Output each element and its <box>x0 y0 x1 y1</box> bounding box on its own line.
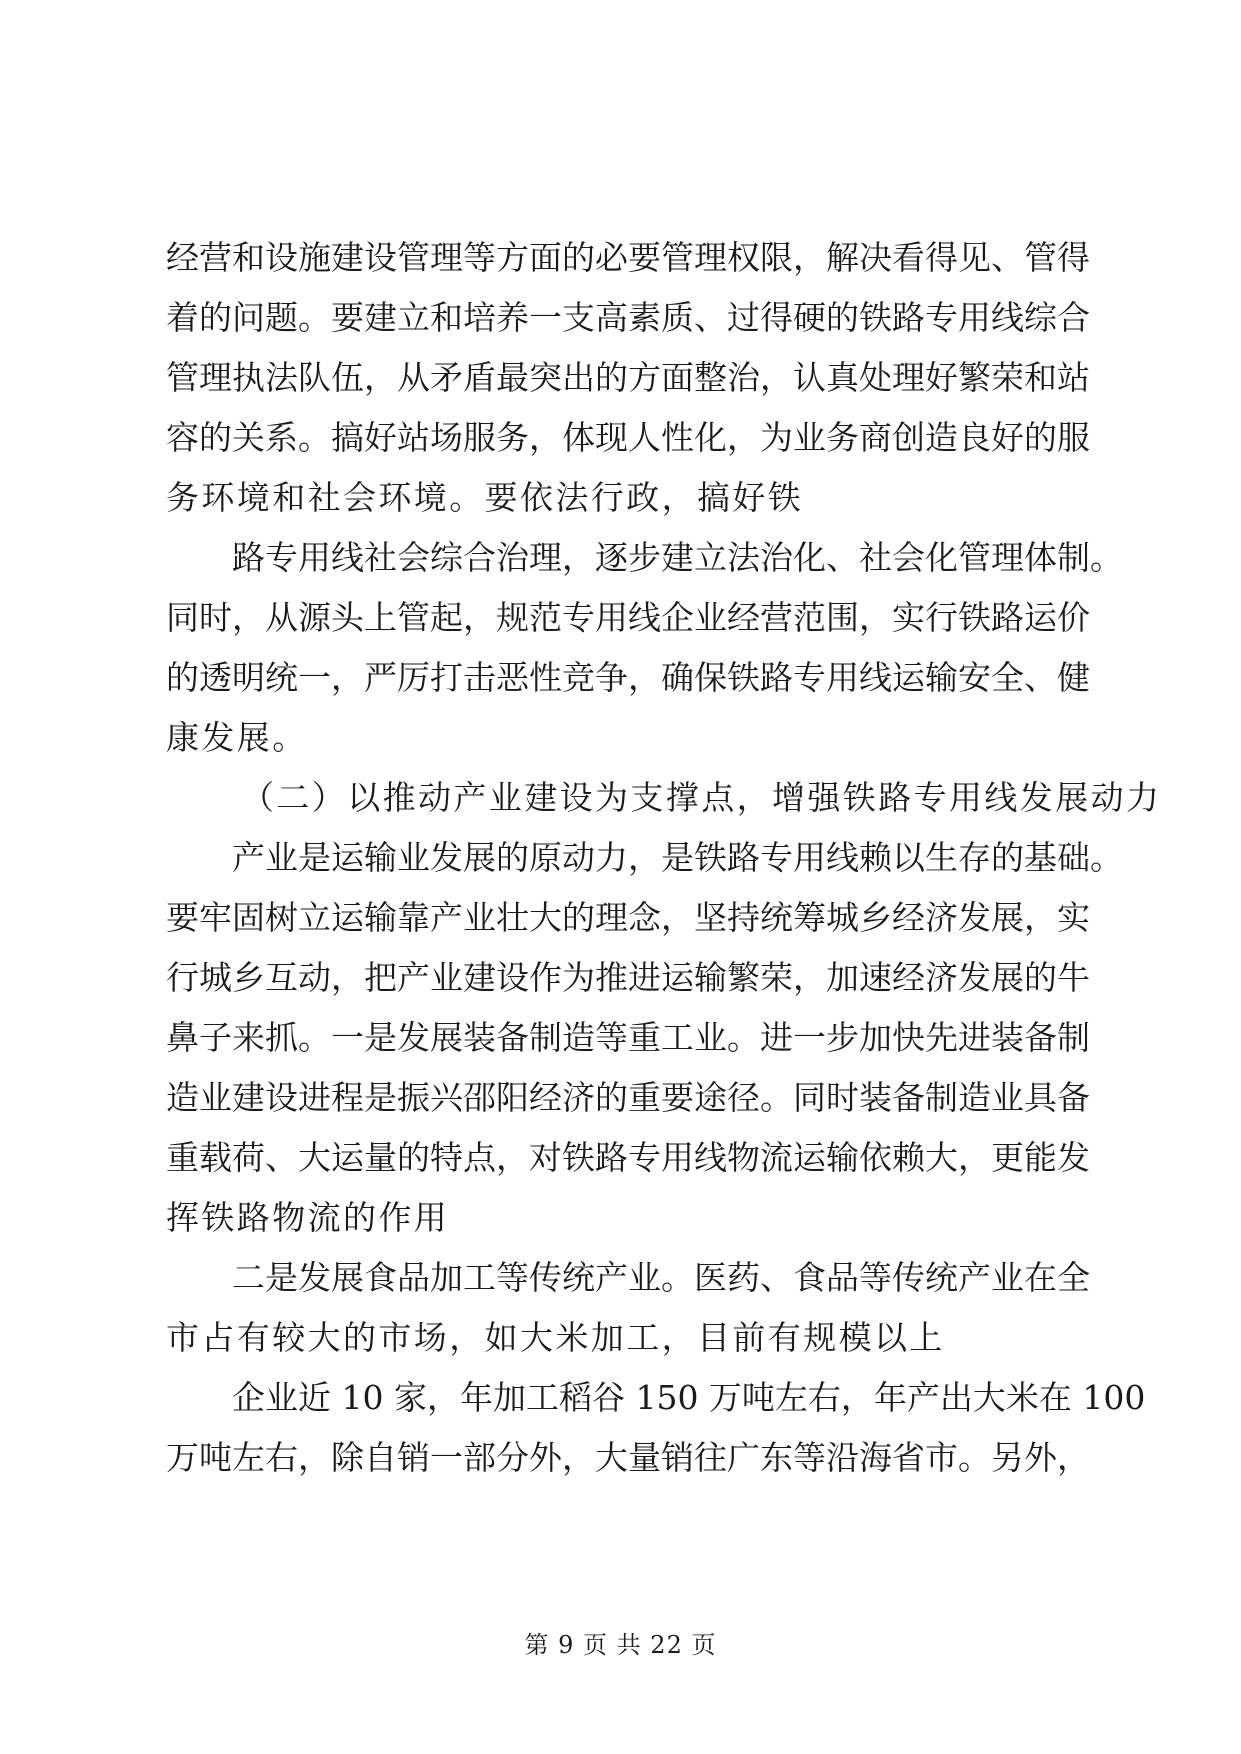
text-line: 管理执法队伍，从矛盾最突出的方面整治，认真处理好繁荣和站 <box>166 358 1090 397</box>
text-line: 鼻子来抓。一是发展装备制造等重工业。进一步加快先进装备制 <box>166 1018 1090 1057</box>
section-heading: （二）以推动产业建设为支撑点，增强铁路专用线发展动力 <box>241 778 1162 817</box>
text-line: 企业近 10 家，年加工稻谷 150 万吨左右，年产出大米在 100 <box>232 1378 1146 1417</box>
text-line: 路专用线社会综合治理，逐步建立法治化、社会化管理体制。 <box>232 538 1123 577</box>
text-line: 的透明统一，严厉打击恶性竞争，确保铁路专用线运输安全、健 <box>166 658 1090 697</box>
text-line: 务环境和社会环境。要依法行政，搞好铁 <box>166 478 804 517</box>
text-line: 造业建设进程是振兴邵阳经济的重要途径。同时装备制造业具备 <box>166 1078 1090 1117</box>
text-line: 挥铁路物流的作用 <box>166 1198 450 1237</box>
page-number-footer: 第 9 页 共 22 页 <box>524 1631 717 1659</box>
body-text <box>166 228 1162 1488</box>
text-line: 产业是运输业发展的原动力，是铁路专用线赖以生存的基础。 <box>232 838 1123 877</box>
text-line: 万吨左右，除自销一部分外，大量销往广东等沿海省市。另外， <box>166 1438 1090 1477</box>
text-line: 康发展。 <box>166 718 308 757</box>
text-line: 同时，从源头上管起，规范专用线企业经营范围，实行铁路运价 <box>166 598 1090 637</box>
text-line: 要牢固树立运输靠产业壮大的理念，坚持统筹城乡经济发展，实 <box>166 898 1090 937</box>
text-line: 行城乡互动，把产业建设作为推进运输繁荣，加速经济发展的牛 <box>166 958 1090 997</box>
text-line: 市占有较大的市场，如大米加工，目前有规模以上 <box>166 1318 945 1357</box>
text-line: 经营和设施建设管理等方面的必要管理权限，解决看得见、管得 <box>166 238 1090 277</box>
text-line: 着的问题。要建立和培养一支高素质、过得硬的铁路专用线综合 <box>166 298 1090 337</box>
text-line: 二是发展食品加工等传统产业。医药、食品等传统产业在全 <box>232 1258 1090 1297</box>
text-line: 容的关系。搞好站场服务，体现人性化，为业务商创造良好的服 <box>166 418 1090 457</box>
text-line: 重载荷、大运量的特点，对铁路专用线物流运输依赖大，更能发 <box>166 1138 1090 1177</box>
